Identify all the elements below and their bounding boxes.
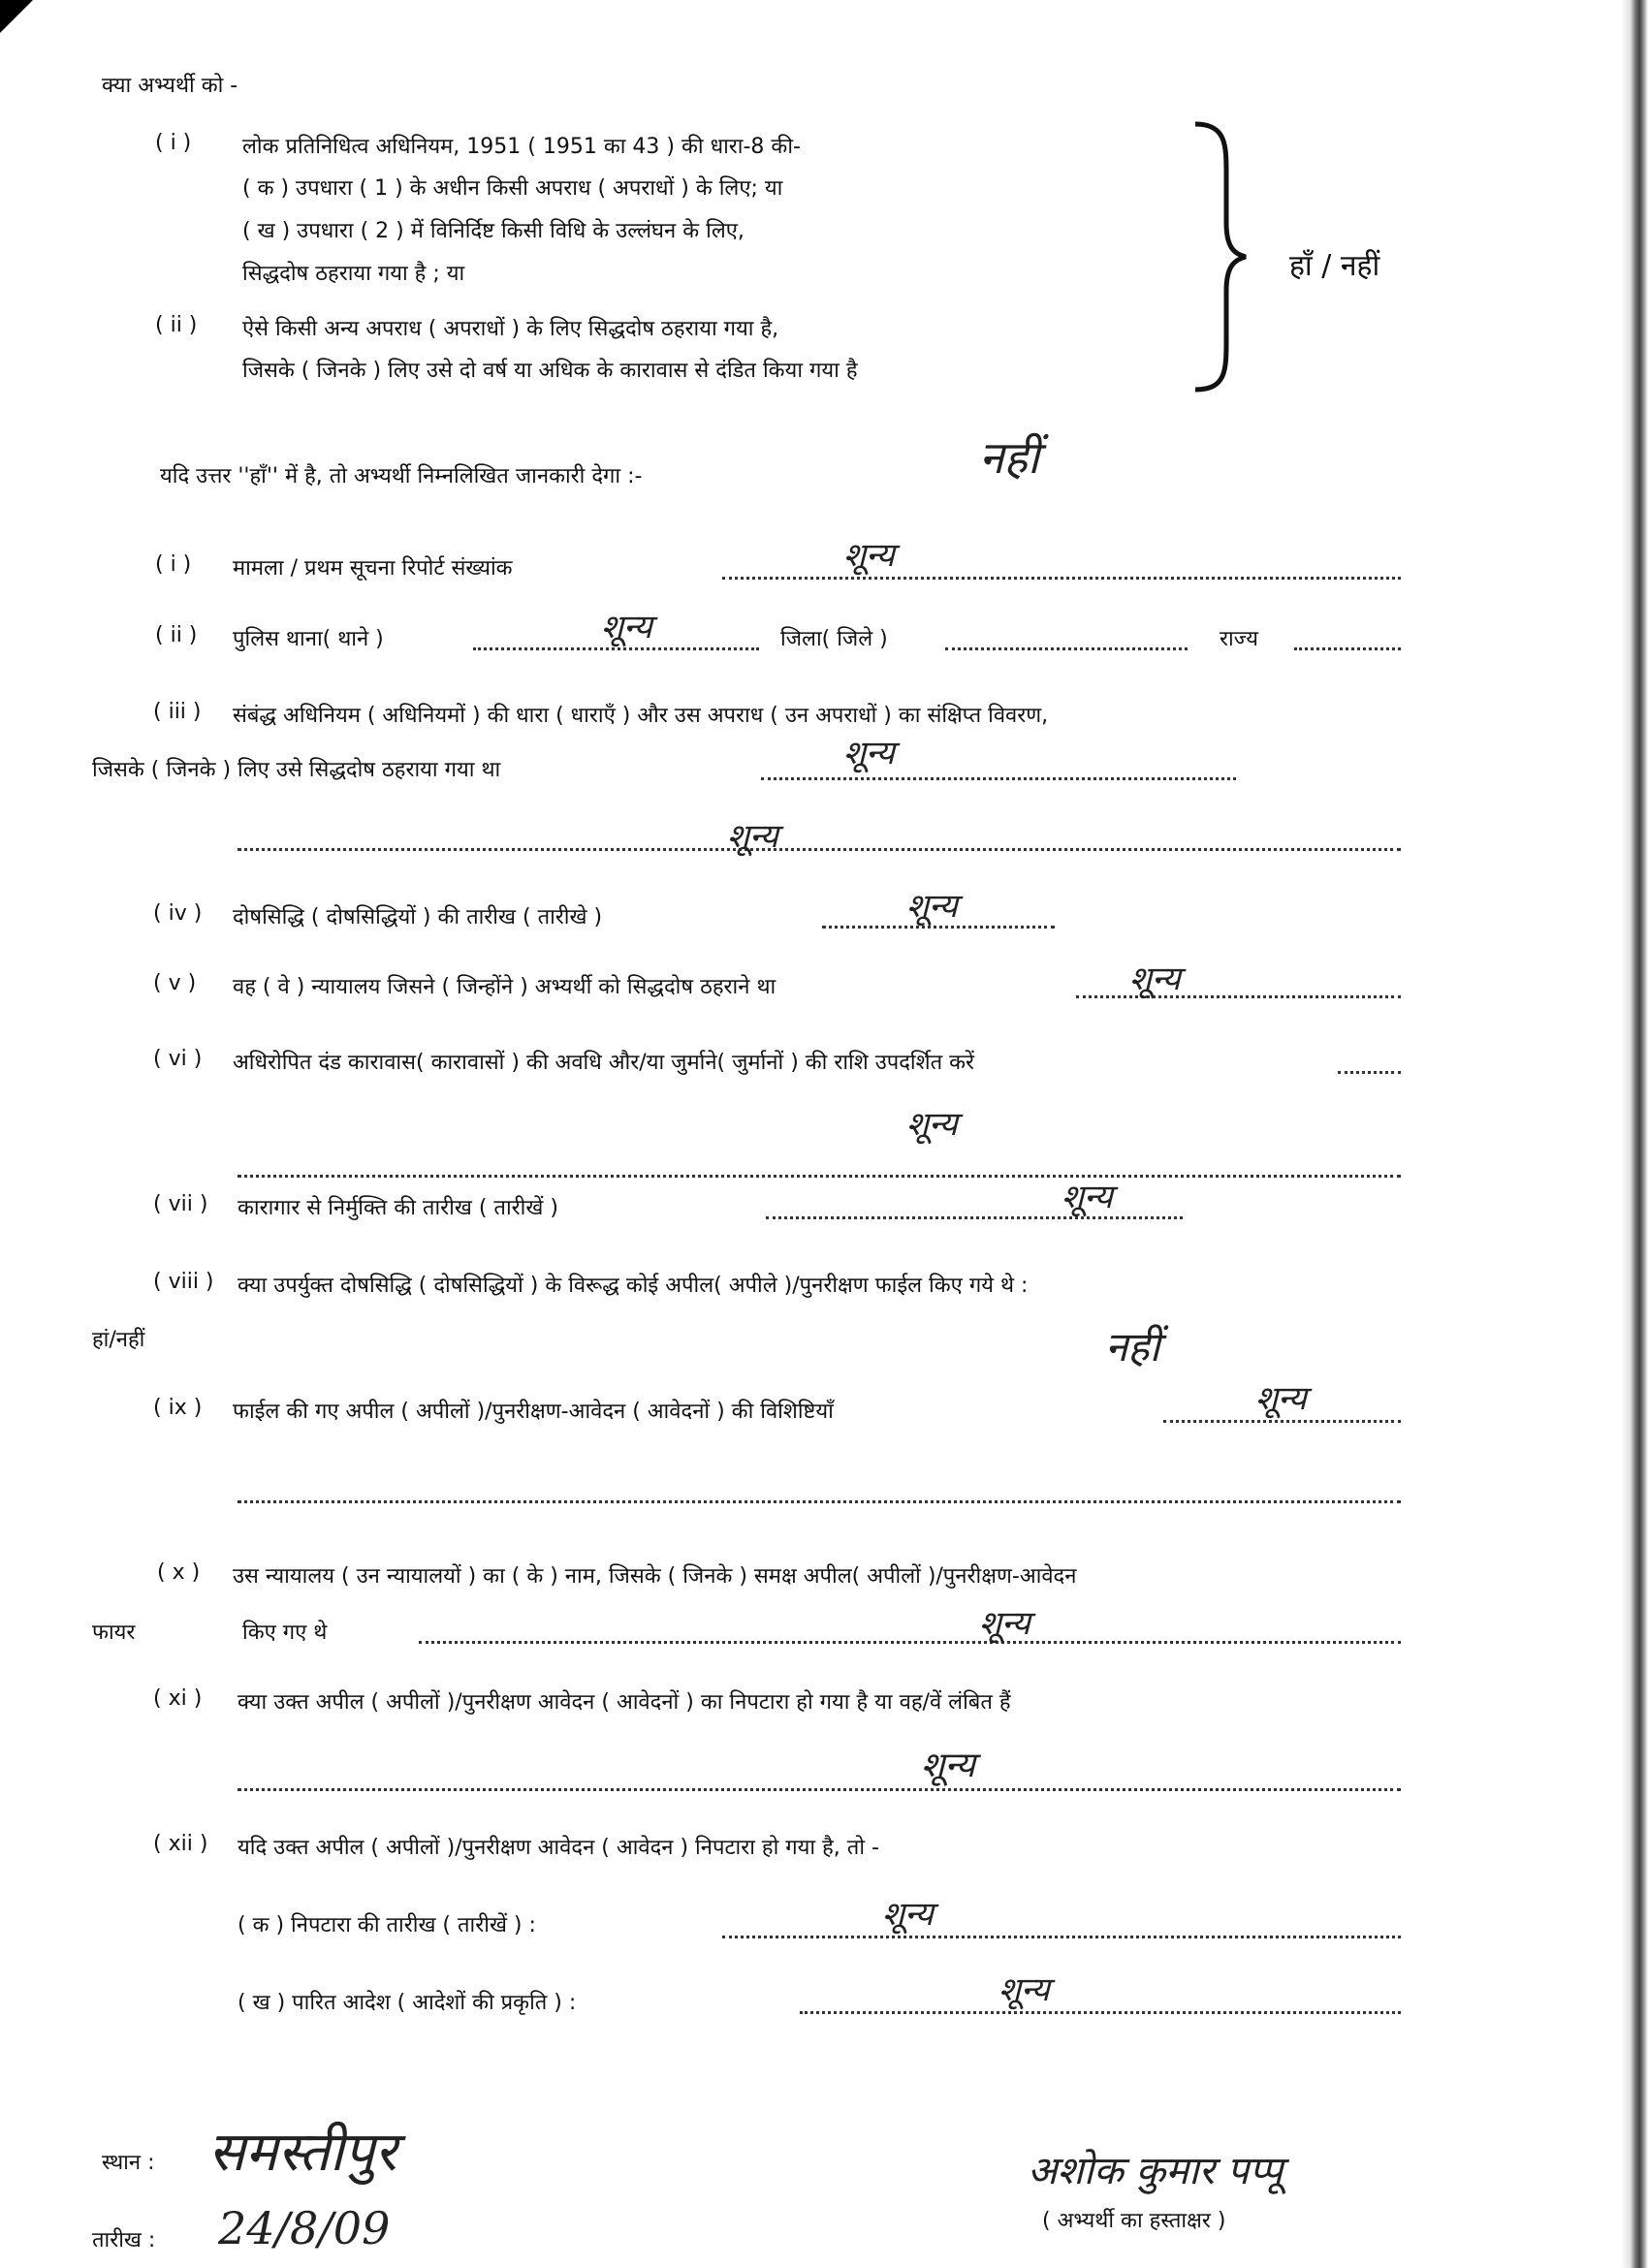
item-ii-number: ( ii )	[155, 623, 198, 647]
item-vii-handwriting: शून्य	[1062, 1178, 1113, 1216]
item-xii-number: ( xii )	[153, 1832, 208, 1856]
item-x-line1: उस न्यायालय ( उन न्यायालयों ) का ( के ) नाम, जिसके ( जिनके ) समक्ष अपील( अपीलों )/पुनरीक्षण-आवेदन	[233, 1564, 1077, 1589]
item-ix-line-a	[1163, 1420, 1401, 1423]
item-xii-kha: ( ख ) पारित आदेश ( आदेशों की प्रकृति ) :	[238, 1991, 577, 2015]
q-ii-line2: जिसके ( जिनके ) लिए उसे दो वर्ष या अधिक के कारावास से दंडित किया गया है	[242, 359, 858, 383]
date-value: 24/8/09	[218, 2202, 391, 2254]
item-xii-kha-handwriting: शून्य	[998, 1970, 1050, 2009]
q-i-line4: सिद्धदोष ठहराया गया है ; या	[242, 262, 465, 286]
item-ii-state-line	[1294, 647, 1401, 650]
item-iv-handwriting: शून्य	[906, 887, 958, 926]
item-ix-number: ( ix )	[153, 1396, 203, 1420]
item-xi-number: ( xi )	[153, 1686, 203, 1711]
item-xi-handwriting: शून्य	[921, 1746, 975, 1785]
item-vi-number: ( vi )	[153, 1047, 203, 1071]
place-label: स्थान :	[102, 2151, 155, 2175]
item-iv-number: ( iv )	[153, 901, 203, 926]
q-ii-line1: ऐसे किसी अन्य अपराध ( अपराधों ) के लिए सिद्धदोष ठहराया गया है,	[242, 317, 779, 341]
item-viii-number: ( viii )	[153, 1270, 214, 1294]
item-iii-line1: संबंद्ध अधिनियम ( अधिनियमों ) की धारा ( धाराएँ ) और उस अपराध ( उन अपराधों ) का संक्षिप्त विवरण,	[233, 704, 1049, 728]
item-v-handwriting: शून्य	[1129, 960, 1181, 998]
q-i-number: ( i )	[155, 131, 192, 155]
item-viii-text: क्या उपर्युक्त दोषसिद्धि ( दोषसिद्धियों ) के विरूद्ध कोई अपील( अपीले )/पुनरीक्षण फाईल किए गये थे :	[238, 1274, 1029, 1298]
item-vi-handwriting: शून्य	[906, 1105, 958, 1144]
item-x-line2b: किए गए थे	[242, 1621, 328, 1645]
signature-caption: ( अभ्यर्थी का हस्ताक्षर )	[1042, 2209, 1226, 2233]
if-yes-text: यदि उत्तर ''हाँ'' में है, तो अभ्यर्थी निम्नलिखित जानकारी देगा :-	[160, 464, 643, 488]
item-vii-number: ( vii )	[153, 1192, 208, 1216]
item-ix-text: फाईल की गए अपील ( अपीलों )/पुनरीक्षण-आवेदन ( आवेदनों ) की विशिष्टियाँ	[233, 1400, 834, 1424]
item-iii-handwriting-1: शून्य	[843, 734, 895, 772]
item-v-line	[1076, 995, 1401, 998]
item-iii-line-a	[761, 777, 1236, 780]
item-vi-text: अधिरोपित दंड कारावास( कारावासों ) की अवधि और/या जुर्माने( जुर्मानों ) की राशि उपदर्शित करें	[233, 1051, 975, 1075]
q-i-line1: लोक प्रतिनिधित्व अधिनियम, 1951 ( 1951 का 43 ) की धारा-8 की-	[242, 135, 801, 159]
item-viii-handwriting: नहीं	[1105, 1323, 1160, 1370]
curly-brace	[1188, 116, 1255, 397]
item-xii-ka-handwriting: शून्य	[882, 1895, 934, 1934]
item-iv-text: दोषसिद्धि ( दोषसिद्धियों ) की तारीख ( तारीखे )	[233, 905, 603, 929]
date-label: तारीख :	[92, 2228, 156, 2252]
item-v-number: ( v )	[153, 971, 197, 995]
item-i-handwriting: शून्य	[843, 536, 895, 575]
place-value: समस्तीपुर	[208, 2121, 397, 2184]
item-ix-line-b	[238, 1500, 1401, 1503]
handwritten-no: नहीं	[979, 431, 1039, 484]
item-vi-line-b	[238, 1175, 1401, 1178]
intro-text: क्या अभ्यर्थी को -	[102, 74, 238, 98]
candidate-signature: अशोक कुमार पप्पू	[1028, 2149, 1284, 2193]
scan-edge	[1621, 0, 1648, 2268]
item-i-text: मामला / प्रथम सूचना रिपोर्ट संख्यांक	[233, 556, 513, 581]
item-vi-line-a	[1338, 1071, 1401, 1074]
item-v-text: वह ( वे ) न्यायालय जिसने ( जिन्होंने ) अभ्यर्थी को सिद्धदोष ठहराने था	[233, 975, 776, 999]
item-x-number: ( x )	[157, 1560, 201, 1585]
item-ix-handwriting: शून्य	[1255, 1379, 1307, 1418]
item-xii-ka: ( क ) निपटारा की तारीख ( तारीखें ) :	[238, 1913, 536, 1937]
item-viii-line2: हां/नहीं	[92, 1328, 145, 1352]
item-ii-district: जिला( जिले )	[780, 627, 888, 651]
item-xi-line	[238, 1788, 1401, 1791]
item-ii-state: राज्य	[1220, 627, 1259, 651]
item-xii-kha-line	[800, 2011, 1401, 2014]
item-ii-district-line	[945, 647, 1188, 650]
scan-corner-mark	[0, 0, 33, 33]
item-ii-line	[473, 647, 759, 650]
item-vii-line	[766, 1216, 1183, 1219]
q-ii-number: ( ii )	[155, 313, 198, 337]
item-i-line	[722, 577, 1401, 580]
item-x-line	[419, 1641, 1401, 1644]
item-ii-text: पुलिस थाना( थाने )	[233, 627, 384, 651]
item-xii-ka-line	[722, 1936, 1401, 1938]
item-x-handwriting: शून्य	[979, 1604, 1030, 1643]
item-x-line2a: फायर	[92, 1621, 136, 1645]
item-iii-line2: जिसके ( जिनके ) लिए उसे सिद्धदोष ठहराया गया था	[92, 758, 501, 782]
q-i-kha: ( ख ) उपधारा ( 2 ) में विनिर्दिष्ट किसी विधि के उल्लंघन के लिए,	[242, 219, 745, 243]
item-iii-handwriting-2: शून्य	[727, 817, 778, 856]
item-iii-line-b	[238, 848, 1401, 851]
answer-label: हाँ / नहीं	[1289, 249, 1380, 283]
item-xi-text: क्या उक्त अपील ( अपीलों )/पुनरीक्षण आवेदन ( आवेदनों ) का निपटारा हो गया है या वह/वें लंबित हैं	[238, 1690, 1011, 1715]
item-xii-text: यदि उक्त अपील ( अपीलों )/पुनरीक्षण आवेदन ( आवेदन ) निपटारा हो गया है, तो -	[238, 1836, 879, 1860]
item-i-number: ( i )	[155, 552, 192, 577]
item-iii-number: ( iii )	[153, 700, 202, 724]
q-i-ka: ( क ) उपधारा ( 1 ) के अधीन किसी अपराध ( अपराधों ) के लिए; या	[242, 176, 783, 201]
item-vii-text: कारागार से निर्मुक्ति की तारीख ( तारीखें )	[238, 1196, 558, 1220]
item-ii-handwriting: शून्य	[601, 608, 652, 646]
